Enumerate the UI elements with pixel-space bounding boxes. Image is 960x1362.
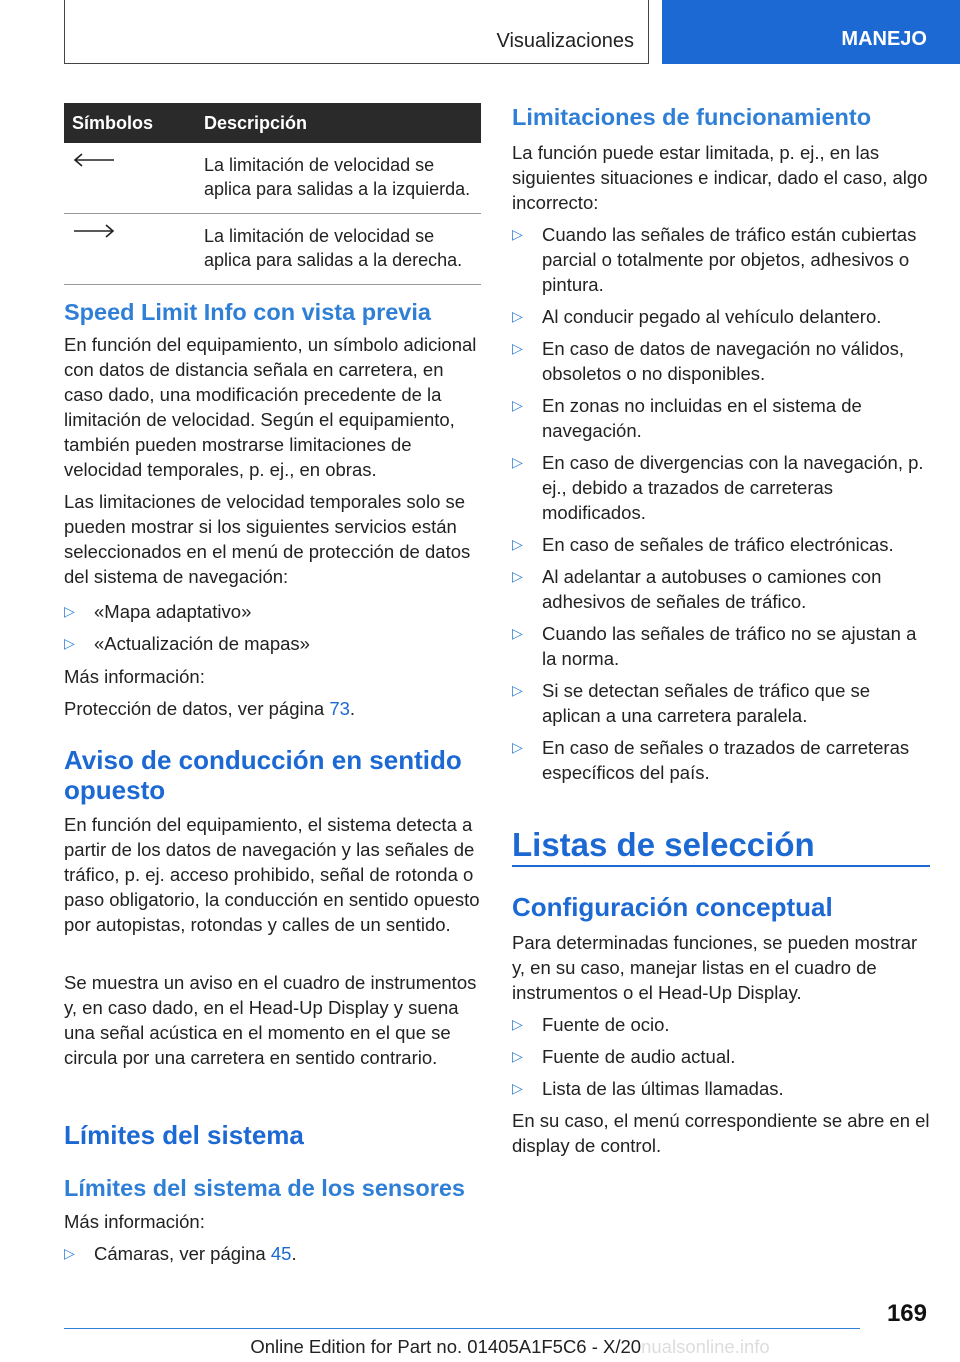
paragraph: En función del equipamiento, el sistema detecta a partir de los datos de navegación y las señales de tráfico, p. ej. acceso prohibido, señal de rotonda o paso obligatorio, la conducción en sentido opuesto por autopistas, rotondas y calles de un sentido. [64,814,480,935]
list-item: ▷ «Actualización de mapas» [64,633,310,654]
triangle-bullet-icon: ▷ [512,1048,523,1064]
footer-edition: Online Edition for Part no. 01405A1F5C6 - X/20nualsonline.info [250,1336,770,1357]
page-link[interactable]: 45 [270,1243,292,1264]
paragraph: La función puede estar limitada, p. ej., en las siguientes situaciones e indicar, dado el caso, algo incorrecto: [512,142,928,213]
triangle-bullet-icon: ▷ [512,226,523,242]
arrow-left-icon [72,153,116,167]
heading-limites: Límites del sistema [64,1120,304,1150]
description-cell: La limitación de velocidad se aplica para salidas a la derecha. [196,214,481,285]
triangle-bullet-icon: ▷ [512,308,523,324]
bullet-list [512,1012,930,1101]
list-item: ▷ «Mapa adaptativo» [64,601,252,622]
table-row [64,143,481,214]
heading-listas: Listas de selección [512,826,815,863]
table-header-symbols: Símbolos [64,103,196,143]
heading-limitaciones: Limitaciones de funcionamiento [512,104,872,130]
table-row [64,214,481,285]
header-section-box [64,0,649,64]
more-info-label: Más información: [64,666,205,687]
triangle-bullet-icon: ▷ [64,1245,75,1261]
list-item: ▷ Cámaras, ver página 45. [64,1243,297,1264]
section-title: Visualizaciones [496,30,634,52]
page-link[interactable]: 73 [329,698,350,719]
list-item: ▷ Fuente de audio actual. [512,1046,736,1067]
chapter-tab[interactable] [662,0,960,64]
list-item: ▷ Si se detectan señales de tráfico que se aplican a una carretera paralela. [512,680,871,726]
table-header-description: Descripción [196,103,481,143]
triangle-bullet-icon: ▷ [64,635,75,651]
bullet-list [512,222,930,785]
triangle-bullet-icon: ▷ [512,397,523,413]
page-number: 169 [886,1300,927,1327]
triangle-bullet-icon: ▷ [512,682,523,698]
heading-speed-limit-info: Speed Limit Info con vista previa [64,299,431,325]
section-divider [512,865,930,867]
symbols-table [64,103,481,285]
triangle-bullet-icon: ▷ [512,1016,523,1032]
triangle-bullet-icon: ▷ [512,340,523,356]
list-item: ▷ En zonas no incluidas en el sistema de navegación. [512,395,862,441]
paragraph: Para determinadas funciones, se pueden mostrar y, en su caso, manejar listas en el cuadro de instrumentos o el Head-Up Display. [512,932,918,1003]
arrow-right-icon [72,224,116,238]
triangle-bullet-icon: ▷ [512,536,523,552]
triangle-bullet-icon: ▷ [512,739,523,755]
list-item: ▷ En caso de divergencias con la navegación, p. ej., debido a trazados de carreteras modificados. [512,452,924,523]
symbol-cell [64,214,196,285]
left-column [64,103,481,1264]
paragraph: En su caso, el menú correspondiente se abre en el display de control. [512,1110,930,1156]
heading-limites-sensores: Límites del sistema de los sensores [64,1175,465,1201]
list-item: ▷ En caso de señales o trazados de carreteras específicos del país. [512,737,910,783]
footer-rule [64,1328,860,1329]
triangle-bullet-icon: ▷ [512,625,523,641]
paragraph: En función del equipamiento, un símbolo adicional con datos de distancia señala en carretera, en caso dado, una modificación precedente de la limitación de velocidad. Según el equipamiento, también pueden mostrarse limitaciones de velocidad temporales, p. ej., en obras. [64,334,477,480]
watermark: nualsonline.info [641,1336,770,1357]
heading-configuracion: Configuración conceptual [512,892,833,922]
triangle-bullet-icon: ▷ [512,1080,523,1096]
triangle-bullet-icon: ▷ [512,454,523,470]
list-item: ▷ Al conducir pegado al vehículo delantero. [512,306,882,327]
list-item: ▷ En caso de datos de navegación no válidos, obsoletos o no disponibles. [512,338,905,384]
list-item: ▷ Fuente de ocio. [512,1014,670,1035]
cross-reference: Protección de datos, ver página 73. [64,698,356,719]
paragraph: Se muestra un aviso en el cuadro de instrumentos y, en caso dado, en el Head-Up Display y suena una señal acústica en el momento en el que se circula por una carretera en sentido contrario. [64,972,477,1068]
symbol-cell [64,143,196,214]
paragraph: Las limitaciones de velocidad temporales solo se pueden mostrar si los siguientes servicios están seleccionados en el menú de protección de datos del sistema de navegación: [64,491,471,587]
heading-aviso: Aviso de conducción en sentido opuesto [64,745,462,805]
triangle-bullet-icon: ▷ [512,568,523,584]
list-item: ▷ Cuando las señales de tráfico están cubiertas parcial o totalmente por objetos, adhesivos o pintura. [512,224,917,295]
bullet-list [64,599,481,656]
list-item: ▷ Lista de las últimas llamadas. [512,1078,784,1099]
list-item: ▷ Al adelantar a autobuses o camiones con adhesivos de señales de tráfico. [512,566,882,612]
chapter-label: MANEJO [841,27,927,50]
list-item: ▷ Cuando las señales de tráfico no se ajustan a la norma. [512,623,917,669]
more-info-label: Más información: [64,1211,205,1232]
triangle-bullet-icon: ▷ [64,603,75,619]
list-item: ▷ En caso de señales de tráfico electrónicas. [512,534,894,555]
bullet-list [64,1241,481,1266]
description-cell: La limitación de velocidad se aplica para salidas a la izquierda. [196,143,481,214]
